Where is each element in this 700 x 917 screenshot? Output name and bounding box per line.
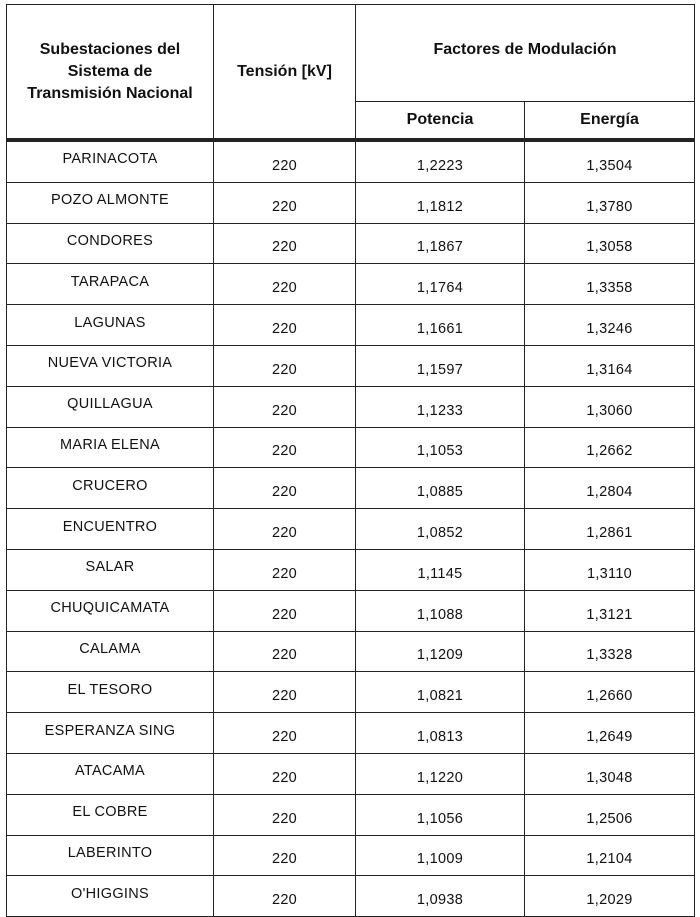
table-row <box>7 468 695 509</box>
energy-factor-cell: 1,2804 <box>525 468 695 509</box>
table-row <box>7 794 695 835</box>
energy-factor-cell: 1,2506 <box>525 794 695 835</box>
table-body <box>7 140 695 917</box>
power-factor-cell: 1,1209 <box>356 631 525 672</box>
table-row <box>7 140 695 182</box>
energy-factor-cell: 1,3358 <box>525 264 695 305</box>
power-factor-cell: 1,1812 <box>356 182 525 223</box>
voltage-cell: 220 <box>214 386 356 427</box>
power-factor-cell: 1,0938 <box>356 876 525 917</box>
header-substations: Subestaciones del Sistema de Transmisión Nacional <box>7 5 214 141</box>
power-factor-cell: 1,1053 <box>356 427 525 468</box>
table-row <box>7 509 695 550</box>
table-header <box>7 5 695 141</box>
table-row <box>7 713 695 754</box>
header-modulation-factors: Factores de Modulación <box>356 5 695 102</box>
voltage-cell: 220 <box>214 468 356 509</box>
substation-name-cell: LAGUNAS <box>7 305 214 346</box>
energy-factor-cell: 1,3780 <box>525 182 695 223</box>
substation-name-cell: ATACAMA <box>7 753 214 794</box>
energy-factor-cell: 1,3328 <box>525 631 695 672</box>
power-factor-cell: 1,1009 <box>356 835 525 876</box>
substation-name-cell: TARAPACA <box>7 264 214 305</box>
substation-name-cell: CONDORES <box>7 223 214 264</box>
table-row <box>7 223 695 264</box>
table-row <box>7 549 695 590</box>
substation-name-cell: CRUCERO <box>7 468 214 509</box>
table-row <box>7 631 695 672</box>
energy-factor-cell: 1,2662 <box>525 427 695 468</box>
energy-factor-cell: 1,3058 <box>525 223 695 264</box>
table-row <box>7 264 695 305</box>
voltage-cell: 220 <box>214 672 356 713</box>
table-row <box>7 835 695 876</box>
table-row <box>7 386 695 427</box>
energy-factor-cell: 1,3246 <box>525 305 695 346</box>
power-factor-cell: 1,0813 <box>356 713 525 754</box>
power-factor-cell: 1,1597 <box>356 345 525 386</box>
energy-factor-cell: 1,3060 <box>525 386 695 427</box>
voltage-cell: 220 <box>214 223 356 264</box>
substation-name-cell: ENCUENTRO <box>7 509 214 550</box>
modulation-factors-table-container <box>6 4 694 917</box>
energy-factor-cell: 1,3164 <box>525 345 695 386</box>
power-factor-cell: 1,1145 <box>356 549 525 590</box>
header-voltage: Tensión [kV] <box>214 5 356 141</box>
voltage-cell: 220 <box>214 794 356 835</box>
substation-name-cell: PARINACOTA <box>7 140 214 182</box>
header-power: Potencia <box>356 102 525 141</box>
voltage-cell: 220 <box>214 182 356 223</box>
substation-name-cell: POZO ALMONTE <box>7 182 214 223</box>
power-factor-cell: 1,1233 <box>356 386 525 427</box>
energy-factor-cell: 1,3121 <box>525 590 695 631</box>
energy-factor-cell: 1,2861 <box>525 509 695 550</box>
modulation-factors-table <box>6 4 695 917</box>
voltage-cell: 220 <box>214 713 356 754</box>
substation-name-cell: LABERINTO <box>7 835 214 876</box>
voltage-cell: 220 <box>214 509 356 550</box>
voltage-cell: 220 <box>214 427 356 468</box>
substation-name-cell: NUEVA VICTORIA <box>7 345 214 386</box>
voltage-cell: 220 <box>214 549 356 590</box>
power-factor-cell: 1,1661 <box>356 305 525 346</box>
table-row <box>7 876 695 917</box>
voltage-cell: 220 <box>214 140 356 182</box>
voltage-cell: 220 <box>214 590 356 631</box>
energy-factor-cell: 1,3504 <box>525 140 695 182</box>
substation-name-cell: O'HIGGINS <box>7 876 214 917</box>
table-row <box>7 427 695 468</box>
table-row <box>7 672 695 713</box>
power-factor-cell: 1,0852 <box>356 509 525 550</box>
power-factor-cell: 1,0885 <box>356 468 525 509</box>
table-row <box>7 182 695 223</box>
substation-name-cell: EL TESORO <box>7 672 214 713</box>
power-factor-cell: 1,1220 <box>356 753 525 794</box>
voltage-cell: 220 <box>214 345 356 386</box>
table-row <box>7 753 695 794</box>
substation-name-cell: QUILLAGUA <box>7 386 214 427</box>
power-factor-cell: 1,0821 <box>356 672 525 713</box>
voltage-cell: 220 <box>214 631 356 672</box>
substation-name-cell: ESPERANZA SING <box>7 713 214 754</box>
table-row <box>7 345 695 386</box>
substation-name-cell: CALAMA <box>7 631 214 672</box>
voltage-cell: 220 <box>214 753 356 794</box>
voltage-cell: 220 <box>214 835 356 876</box>
voltage-cell: 220 <box>214 876 356 917</box>
power-factor-cell: 1,1056 <box>356 794 525 835</box>
energy-factor-cell: 1,2104 <box>525 835 695 876</box>
power-factor-cell: 1,1867 <box>356 223 525 264</box>
substation-name-cell: EL COBRE <box>7 794 214 835</box>
power-factor-cell: 1,1088 <box>356 590 525 631</box>
substation-name-cell: MARIA ELENA <box>7 427 214 468</box>
power-factor-cell: 1,1764 <box>356 264 525 305</box>
energy-factor-cell: 1,3048 <box>525 753 695 794</box>
energy-factor-cell: 1,2029 <box>525 876 695 917</box>
voltage-cell: 220 <box>214 305 356 346</box>
table-row <box>7 590 695 631</box>
energy-factor-cell: 1,3110 <box>525 549 695 590</box>
header-energy: Energía <box>525 102 695 141</box>
substation-name-cell: SALAR <box>7 549 214 590</box>
table-row <box>7 305 695 346</box>
energy-factor-cell: 1,2649 <box>525 713 695 754</box>
substation-name-cell: CHUQUICAMATA <box>7 590 214 631</box>
voltage-cell: 220 <box>214 264 356 305</box>
energy-factor-cell: 1,2660 <box>525 672 695 713</box>
power-factor-cell: 1,2223 <box>356 140 525 182</box>
